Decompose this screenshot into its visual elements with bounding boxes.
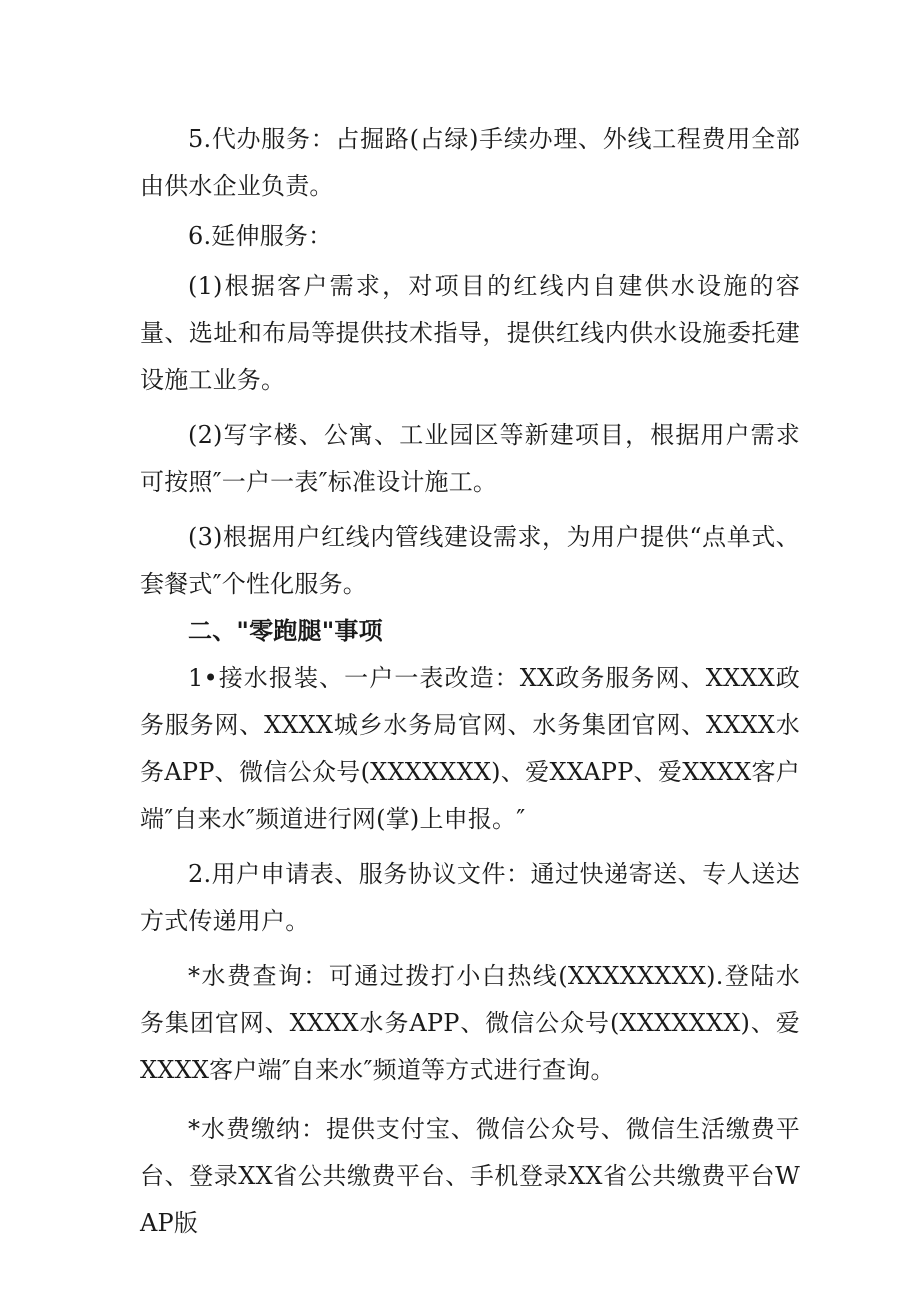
document-body (140, 116, 800, 1247)
paragraph-water-fee-query: *水费查询：可通过拨打小白热线(XXXXXXXX).登陆水务集团官网、XXXX水务APP、微信公众号(XXXXXXX)、爱XXXX客户端″自来水″频道等方式进行查询。 (140, 962, 800, 1084)
paragraph-extension-service-heading: 6.延伸服务： (188, 222, 333, 250)
paragraph-water-fee-payment: *水费缴纳：提供支付宝、微信公众号、微信生活缴费平台、登录XX省公共缴费平台、手机登录XX省公共缴费平台WAP版 (140, 1115, 800, 1237)
paragraph-extension-item-1: (1)根据客户需求，对项目的红线内自建供水设施的容量、选址和布局等提供技术指导，提供红线内供水设施委托建设施工业务。 (140, 272, 800, 394)
paragraph-application-forms: 2.用户申请表、服务协议文件：通过快递寄送、专人送达方式传递用户。 (140, 860, 800, 935)
section-heading-zero-trips: 二、"零跑腿"事项 (188, 617, 383, 645)
paragraph-extension-item-3: (3)根据用户红线内管线建设需求，为用户提供“点单式、套餐式″个性化服务。 (140, 523, 800, 598)
paragraph-water-connection: 1•接水报装、一户一表改造：XX政务服务网、XXXX政务服务网、XXXX城乡水务局官网、水务集团官网、XXXX水务APP、微信公众号(XXXXXXX)、爱XXAPP、爱XXXX客户端″自来水″频道进行网(掌)上申报。″ (140, 664, 800, 833)
paragraph-extension-item-2: (2)写字楼、公寓、工业园区等新建项目，根据用户需求可按照″一户一表″标准设计施工。 (140, 421, 800, 496)
paragraph-agency-service: 5.代办服务：占掘路(占绿)手续办理、外线工程费用全部由供水企业负责。 (140, 125, 800, 200)
